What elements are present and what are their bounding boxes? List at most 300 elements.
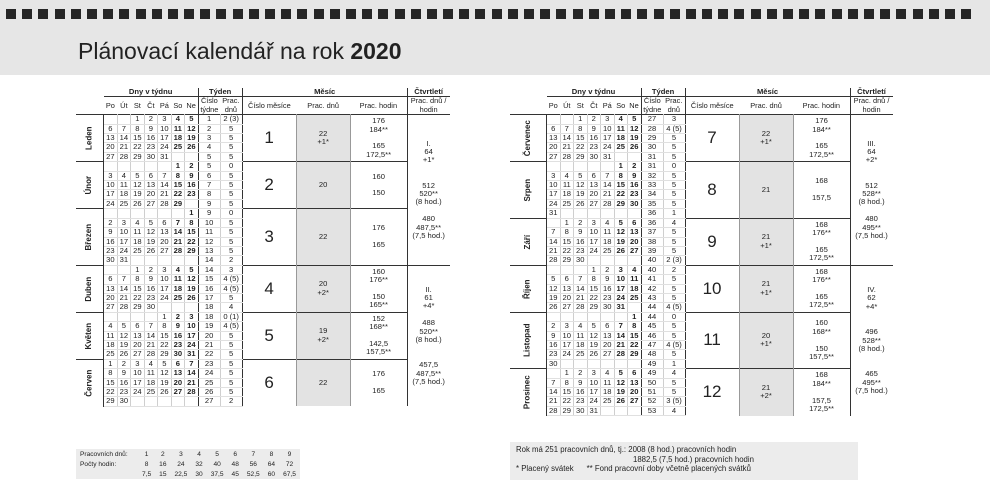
day-cell — [601, 162, 615, 171]
week-workdays: 5 — [663, 181, 685, 190]
day-cell: 5 — [158, 359, 172, 368]
month-group-header: Měsíc — [685, 88, 850, 97]
quarter-group-header: Čtvrtletí — [850, 88, 893, 97]
week-number: 44 — [641, 312, 663, 321]
week-workdays: 5 — [663, 350, 685, 359]
month-hours: 160 168** 150 157,5** — [793, 312, 850, 368]
title-year: 2020 — [350, 38, 402, 64]
day-cell: 2 — [171, 312, 185, 321]
day-cell — [171, 397, 185, 406]
month-workdays: 22 — [296, 209, 350, 265]
month-name-cell — [510, 265, 547, 312]
day-cell: 17 — [614, 284, 628, 293]
day-cell: 14 — [158, 181, 172, 190]
day-cell: 2 — [628, 162, 642, 171]
binding-hole — [589, 9, 599, 19]
day-cell: 23 — [587, 143, 601, 152]
month-name-cell — [510, 218, 547, 265]
day-cell: 3 — [560, 322, 574, 331]
month-name: Březen — [84, 223, 94, 251]
binding-hole — [880, 9, 890, 19]
day-cell: 8 — [560, 228, 574, 237]
week-row — [510, 115, 893, 124]
quarter-group-header: Čtvrtletí — [407, 88, 450, 97]
day-cell: 5 — [117, 322, 131, 331]
day-name-header: So — [616, 100, 626, 110]
month-name: Říjen — [522, 278, 532, 299]
month-name: Prosinec — [522, 375, 532, 410]
day-cell — [547, 115, 561, 124]
day-cell: 24 — [117, 246, 131, 255]
week-workdays: 5 — [663, 331, 685, 340]
day-cell: 28 — [547, 256, 561, 265]
day-cell: 26 — [158, 388, 172, 397]
day-cell: 4 — [144, 359, 158, 368]
legend-row-hours75 — [76, 469, 300, 479]
day-cell: 7 — [144, 322, 158, 331]
day-cell: 23 — [574, 397, 588, 406]
day-cell: 22 — [587, 293, 601, 302]
day-cell: 18 — [171, 284, 185, 293]
week-row — [76, 265, 450, 274]
day-cell: 29 — [131, 152, 145, 161]
binding-hole — [249, 9, 259, 19]
day-cell: 11 — [601, 228, 615, 237]
month-number: 11 — [685, 312, 739, 368]
day-cell: 7 — [601, 171, 615, 180]
day-cell: 25 — [117, 199, 131, 208]
day-cell: 10 — [117, 228, 131, 237]
day-cell: 15 — [131, 134, 145, 143]
day-cell: 17 — [601, 134, 615, 143]
week-workdays: 4 (5) — [663, 124, 685, 133]
day-cell: 14 — [574, 284, 588, 293]
legend-day-value: 5 — [215, 450, 219, 458]
legend-hours75-value: 15 — [159, 470, 167, 478]
day-cell: 3 — [601, 115, 615, 124]
day-cell — [144, 397, 158, 406]
day-cell: 15 — [158, 331, 172, 340]
day-cell: 22 — [131, 143, 145, 152]
quarter-values: 64 +2* 512 528** (8 hod.) 480 495** (7,5 hod.) — [855, 146, 888, 240]
legend-hours75-value: 37,5 — [210, 470, 224, 478]
day-cell: 10 — [158, 275, 172, 284]
day-cell — [614, 209, 628, 218]
day-cell: 19 — [614, 237, 628, 246]
day-cell: 7 — [117, 124, 131, 133]
day-cell: 9 — [104, 228, 118, 237]
week-workdays: 2 — [220, 256, 242, 265]
month-hours-header: Prac. hodin — [802, 100, 840, 110]
week-workdays: 5 — [663, 388, 685, 397]
day-cell: 9 — [144, 275, 158, 284]
month-number: 7 — [685, 115, 739, 162]
week-number-header: Číslo týdne — [641, 97, 663, 115]
day-cell: 9 — [628, 171, 642, 180]
day-cell: 13 — [601, 331, 615, 340]
day-cell: 15 — [131, 284, 145, 293]
binding-hole — [686, 9, 696, 19]
day-cell: 12 — [131, 181, 145, 190]
binding-hole — [945, 9, 955, 19]
month-workdays-header: Prac. dnů — [750, 100, 782, 110]
week-workdays: 5 — [663, 246, 685, 255]
week-group-header: Týden — [198, 88, 242, 97]
day-cell: 21 — [185, 378, 199, 387]
week-workdays: 5 — [220, 181, 242, 190]
day-cell: 8 — [574, 124, 588, 133]
day-cell: 15 — [171, 181, 185, 190]
month-col-header — [510, 88, 547, 115]
day-cell: 22 — [614, 190, 628, 199]
binding-hole — [281, 9, 291, 19]
day-cell: 10 — [547, 181, 561, 190]
month-workdays: 21 +1* — [739, 218, 793, 265]
day-cell: 9 — [601, 275, 615, 284]
legend-row-days — [76, 449, 300, 459]
day-cell: 13 — [131, 331, 145, 340]
day-cell: 31 — [614, 303, 628, 312]
day-cell: 23 — [601, 293, 615, 302]
week-row — [76, 359, 450, 368]
day-cell: 31 — [587, 406, 601, 415]
binding-hole — [330, 9, 340, 19]
week-workdays: 5 — [220, 228, 242, 237]
legend-day-value: 1 — [144, 450, 149, 458]
week-number: 30 — [641, 143, 663, 152]
week-workdays: 4 (5) — [220, 284, 242, 293]
week-number: 16 — [198, 284, 220, 293]
day-cell — [574, 162, 588, 171]
week-number: 18 — [198, 303, 220, 312]
day-cell: 24 — [614, 293, 628, 302]
year-summary-note — [510, 442, 858, 480]
day-cell: 11 — [117, 181, 131, 190]
binding-hole — [621, 9, 631, 19]
day-name-header: Út — [120, 100, 128, 110]
week-number: 3 — [198, 134, 220, 143]
day-cell: 7 — [560, 124, 574, 133]
day-cell: 2 — [574, 218, 588, 227]
week-number: 17 — [198, 293, 220, 302]
day-cell: 23 — [117, 388, 131, 397]
day-cell: 29 — [628, 350, 642, 359]
day-cell: 10 — [104, 181, 118, 190]
week-number: 43 — [641, 293, 663, 302]
day-cell: 17 — [587, 388, 601, 397]
day-cell: 4 — [171, 115, 185, 124]
day-cell: 30 — [574, 406, 588, 415]
day-cell: 8 — [104, 369, 118, 378]
day-cell: 28 — [574, 303, 588, 312]
month-workdays: 21 +2* — [739, 369, 793, 416]
day-cell: 6 — [560, 275, 574, 284]
day-cell: 11 — [628, 275, 642, 284]
month-number: 8 — [685, 162, 739, 218]
month-name: Listopad — [522, 323, 532, 358]
day-cell: 19 — [574, 190, 588, 199]
day-cell: 15 — [185, 228, 199, 237]
month-workdays: 19 +2* — [296, 312, 350, 359]
day-cell: 6 — [131, 322, 145, 331]
binding-hole — [734, 9, 744, 19]
day-cell: 22 — [158, 340, 172, 349]
week-row — [510, 162, 893, 171]
day-cell — [117, 115, 131, 124]
month-workdays: 22 +1* — [296, 115, 350, 162]
month-workdays: 20 — [296, 162, 350, 209]
day-cell: 27 — [144, 199, 158, 208]
day-cell: 19 — [628, 134, 642, 143]
day-cell: 5 — [614, 218, 628, 227]
binding-hole — [22, 9, 32, 19]
day-cell: 3 — [158, 265, 172, 274]
day-cell: 23 — [171, 340, 185, 349]
day-cell: 31 — [185, 350, 199, 359]
binding-hole — [443, 9, 453, 19]
week-number: 50 — [641, 378, 663, 387]
day-cell: 3 — [587, 218, 601, 227]
day-cell: 1 — [628, 312, 642, 321]
week-number: 40 — [641, 256, 663, 265]
day-cell — [131, 162, 145, 171]
day-cell: 10 — [185, 322, 199, 331]
binding-hole — [362, 9, 372, 19]
binding-hole — [913, 9, 923, 19]
day-cell: 12 — [144, 228, 158, 237]
day-cell — [560, 115, 574, 124]
day-cell: 13 — [560, 284, 574, 293]
day-cell: 10 — [587, 228, 601, 237]
week-number: 40 — [641, 265, 663, 274]
week-number: 26 — [198, 388, 220, 397]
day-cell: 29 — [158, 350, 172, 359]
day-cell — [171, 303, 185, 312]
month-number: 4 — [242, 265, 296, 312]
binding-hole — [136, 9, 146, 19]
day-cell: 1 — [171, 162, 185, 171]
binding-hole — [475, 9, 485, 19]
binding-hole — [152, 9, 162, 19]
day-cell: 6 — [628, 369, 642, 378]
month-col-header — [76, 88, 104, 115]
day-cell: 18 — [171, 134, 185, 143]
legend-day-value: 8 — [269, 450, 274, 458]
day-cell — [628, 303, 642, 312]
binding-hole — [346, 9, 356, 19]
day-cell: 30 — [574, 256, 588, 265]
day-cell: 5 — [185, 115, 199, 124]
week-number: 15 — [198, 275, 220, 284]
day-cell: 16 — [185, 181, 199, 190]
month-name: Únor — [84, 175, 94, 195]
week-workdays: 5 — [220, 190, 242, 199]
calendar-table — [510, 88, 893, 416]
day-cell: 5 — [185, 265, 199, 274]
legend-day-value: 2 — [161, 450, 165, 458]
day-cell — [560, 162, 574, 171]
week-number: 25 — [198, 378, 220, 387]
day-cell: 7 — [574, 275, 588, 284]
hours-legend — [76, 449, 300, 479]
legend-hours75-value: 67,5 — [283, 470, 296, 478]
week-number: 51 — [641, 388, 663, 397]
day-cell: 16 — [547, 340, 561, 349]
legend-day-value: 3 — [179, 450, 183, 458]
day-cell: 31 — [117, 256, 131, 265]
month-hours: 168 184** 157,5 172,5** — [793, 369, 850, 416]
day-cell: 28 — [158, 199, 172, 208]
day-cell: 29 — [560, 406, 574, 415]
binding-hole — [411, 9, 421, 19]
day-cell: 23 — [547, 350, 561, 359]
day-cell: 14 — [614, 331, 628, 340]
day-cell: 18 — [560, 190, 574, 199]
day-cell: 21 — [158, 190, 172, 199]
day-cell: 19 — [614, 388, 628, 397]
binding-hole — [71, 9, 81, 19]
week-workdays: 5 — [220, 293, 242, 302]
day-cell: 9 — [144, 124, 158, 133]
day-cell: 19 — [131, 190, 145, 199]
day-cell: 5 — [574, 171, 588, 180]
binding-hole — [832, 9, 842, 19]
day-cell: 8 — [560, 378, 574, 387]
day-cell: 12 — [587, 331, 601, 340]
week-workdays: 5 — [220, 378, 242, 387]
day-cell — [587, 209, 601, 218]
week-number-header: Číslo týdne — [198, 97, 220, 115]
month-hours: 176 184** 165 172,5** — [793, 115, 850, 162]
day-cell: 27 — [158, 246, 172, 255]
day-cell: 2 — [144, 265, 158, 274]
day-cell: 26 — [547, 303, 561, 312]
binding-hole — [799, 9, 809, 19]
month-name-cell — [510, 312, 547, 368]
day-cell: 14 — [601, 181, 615, 190]
day-cell: 30 — [547, 359, 561, 368]
day-cell: 28 — [601, 199, 615, 208]
day-cell: 25 — [601, 397, 615, 406]
day-cell — [547, 162, 561, 171]
day-cell: 9 — [185, 171, 199, 180]
week-number: 9 — [198, 199, 220, 208]
day-name-header: Ne — [629, 100, 639, 110]
day-cell: 17 — [158, 284, 172, 293]
day-cell — [601, 256, 615, 265]
legend-day-value: 6 — [233, 450, 238, 458]
legend-hours75-value: 52,5 — [246, 470, 260, 478]
month-number: 9 — [685, 218, 739, 265]
day-cell: 31 — [547, 209, 561, 218]
day-cell — [601, 209, 615, 218]
week-workdays: 4 — [220, 303, 242, 312]
week-number: 6 — [198, 171, 220, 180]
day-cell: 3 — [587, 369, 601, 378]
week-workdays: 3 — [220, 265, 242, 274]
day-cell: 3 — [614, 265, 628, 274]
day-cell: 2 — [104, 218, 118, 227]
day-cell: 2 — [587, 115, 601, 124]
day-cell: 2 — [574, 369, 588, 378]
day-cell: 28 — [547, 406, 561, 415]
binding-hole — [6, 9, 16, 19]
week-workdays: 5 — [220, 246, 242, 255]
day-cell: 23 — [104, 246, 118, 255]
day-cell: 13 — [587, 181, 601, 190]
week-number: 12 — [198, 237, 220, 246]
day-cell: 4 — [601, 369, 615, 378]
month-name: Leden — [84, 126, 94, 151]
day-cell: 22 — [104, 388, 118, 397]
day-cell: 14 — [547, 388, 561, 397]
week-workdays: 4 (5) — [220, 322, 242, 331]
day-cell: 14 — [185, 369, 199, 378]
day-cell: 19 — [158, 378, 172, 387]
week-number: 53 — [641, 406, 663, 415]
legend-hours8-value: 40 — [213, 460, 221, 468]
day-cell: 15 — [587, 284, 601, 293]
day-cell: 21 — [601, 190, 615, 199]
month-hours: 152 168** 142,5 157,5** — [350, 312, 407, 359]
day-cell: 2 — [144, 115, 158, 124]
day-cell: 16 — [587, 134, 601, 143]
day-cell: 20 — [144, 190, 158, 199]
week-workdays: 5 — [220, 199, 242, 208]
day-cell: 25 — [628, 293, 642, 302]
week-workdays: 5 — [663, 275, 685, 284]
day-cell: 9 — [547, 331, 561, 340]
day-cell: 20 — [628, 237, 642, 246]
day-cell — [131, 256, 145, 265]
day-cell: 1 — [574, 115, 588, 124]
week-number: 33 — [641, 181, 663, 190]
week-number: 29 — [641, 134, 663, 143]
day-cell: 11 — [144, 369, 158, 378]
day-cell: 4 — [131, 218, 145, 227]
day-cell: 26 — [574, 199, 588, 208]
day-cell: 23 — [144, 143, 158, 152]
day-cell — [185, 397, 199, 406]
day-cell: 29 — [104, 397, 118, 406]
day-cell: 2 — [185, 162, 199, 171]
week-number: 11 — [198, 228, 220, 237]
binding-hole — [508, 9, 518, 19]
week-number: 46 — [641, 331, 663, 340]
day-cell: 8 — [131, 275, 145, 284]
day-cell: 28 — [560, 152, 574, 161]
day-cell: 12 — [628, 124, 642, 133]
day-cell: 24 — [131, 388, 145, 397]
day-cell: 25 — [614, 143, 628, 152]
week-workdays: 5 — [663, 152, 685, 161]
day-cell: 12 — [614, 378, 628, 387]
week-workdays: 2 — [220, 397, 242, 406]
month-hours: 160 176** 150 165** — [350, 265, 407, 312]
day-cell: 25 — [144, 388, 158, 397]
day-cell: 24 — [601, 143, 615, 152]
week-number: 27 — [198, 397, 220, 406]
month-name-cell — [76, 359, 104, 406]
day-name-header: Pá — [159, 100, 169, 110]
day-cell: 2 — [547, 322, 561, 331]
quarter-summary — [850, 115, 893, 266]
day-cell: 8 — [628, 322, 642, 331]
week-number: 45 — [641, 322, 663, 331]
month-name-cell — [76, 162, 104, 209]
day-cell: 20 — [104, 143, 118, 152]
day-cell: 7 — [158, 171, 172, 180]
